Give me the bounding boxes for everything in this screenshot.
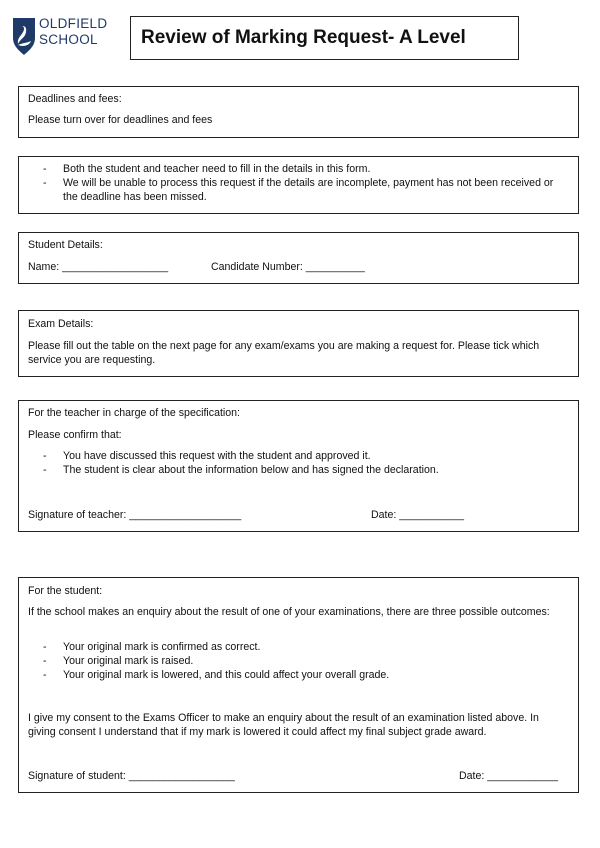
student-signature-field[interactable]: Signature of student: __________________ bbox=[28, 770, 235, 782]
notes-section bbox=[18, 156, 579, 214]
deadlines-heading: Deadlines and fees: bbox=[28, 93, 122, 105]
school-name bbox=[39, 16, 107, 48]
exam-details-text: Please fill out the table on the next page for any exam/exams you are making a request for. Please tick which service you are requesting. bbox=[28, 340, 540, 366]
student-intro-text: If the school makes an enquiry about the result of one of your examinations, there are three possible outcomes: bbox=[28, 606, 550, 618]
logo-line-1: OLDFIELD bbox=[39, 16, 108, 31]
exam-details-heading: Exam Details: bbox=[28, 318, 94, 330]
deadlines-section bbox=[18, 86, 579, 138]
student-date-field[interactable]: Date: ____________ bbox=[459, 770, 558, 782]
teacher-section bbox=[18, 400, 579, 532]
list-item: - You have discussed this request with the student and approved it. bbox=[43, 449, 568, 463]
student-consent-text: I give my consent to the Exams Officer to make an enquiry about the result of an examination listed above. In giving consent I understand that if my mark is lowered it could affect my final subject grade award. bbox=[28, 712, 539, 738]
list-item: - Your original mark is raised. bbox=[43, 654, 568, 668]
teacher-confirm-list bbox=[43, 449, 568, 477]
title-box bbox=[130, 16, 519, 60]
list-item: - The student is clear about the information below and has signed the declaration. bbox=[43, 463, 568, 477]
teacher-heading: For the teacher in charge of the specification: bbox=[28, 407, 240, 419]
student-heading: For the student: bbox=[28, 585, 103, 597]
list-item: - Your original mark is lowered, and this could affect your overall grade. bbox=[43, 668, 568, 682]
school-logo bbox=[12, 16, 122, 56]
student-details-section bbox=[18, 232, 579, 284]
page-title: Review of Marking Request- A Level bbox=[141, 27, 466, 48]
swan-crest-icon bbox=[12, 16, 36, 56]
student-section bbox=[18, 577, 579, 793]
list-item: - Both the student and teacher need to fill in the details in this form. bbox=[43, 162, 568, 176]
student-details-heading: Student Details: bbox=[28, 239, 103, 251]
notes-list bbox=[43, 162, 568, 204]
list-item: - Your original mark is confirmed as correct. bbox=[43, 640, 568, 654]
list-item: - We will be unable to process this request if the details are incomplete, payment has not been received or the deadline has been missed. bbox=[43, 176, 568, 204]
teacher-signature-field[interactable]: Signature of teacher: ___________________ bbox=[28, 509, 242, 521]
exam-details-section bbox=[18, 310, 579, 377]
candidate-number-field[interactable]: Candidate Number: __________ bbox=[211, 261, 365, 273]
logo-line-2: SCHOOL bbox=[39, 32, 98, 47]
teacher-confirm-text: Please confirm that: bbox=[28, 429, 122, 441]
name-field[interactable]: Name: __________________ bbox=[28, 261, 169, 273]
student-outcomes-list bbox=[43, 640, 568, 682]
teacher-date-field[interactable]: Date: ___________ bbox=[371, 509, 465, 521]
deadlines-text: Please turn over for deadlines and fees bbox=[28, 114, 213, 126]
